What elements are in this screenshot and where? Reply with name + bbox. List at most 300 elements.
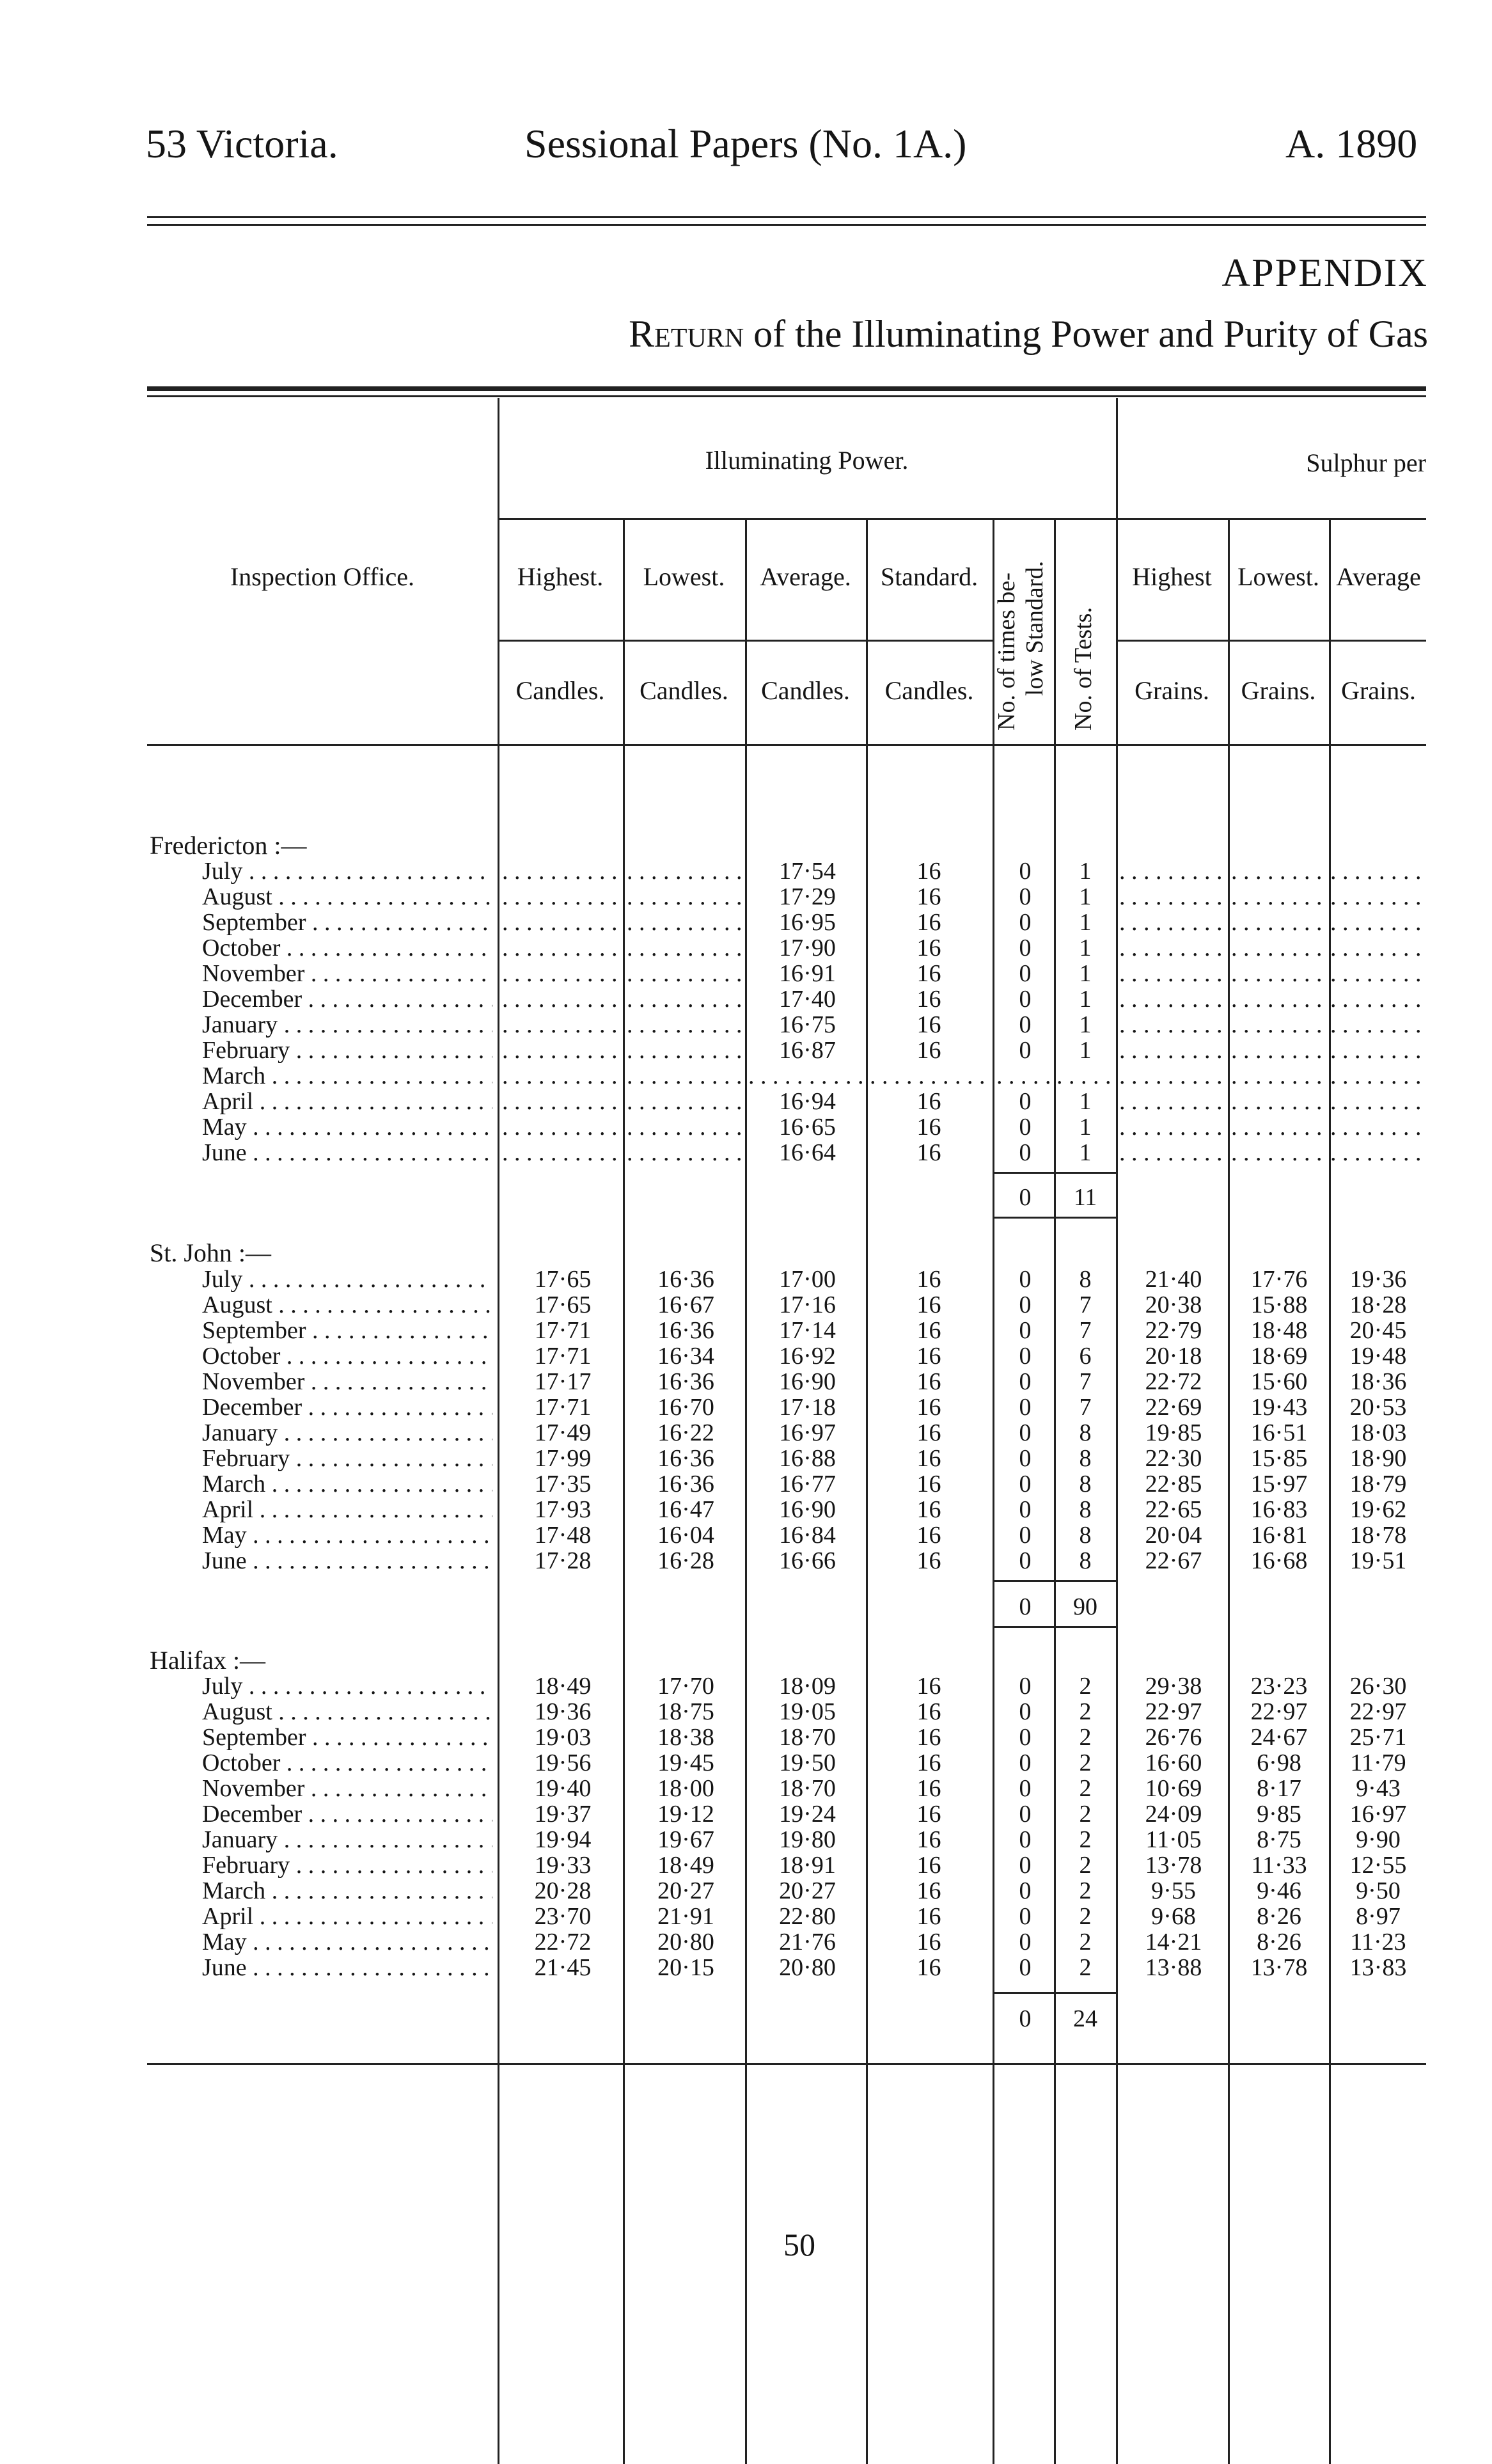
cell-lowest: 16·28 xyxy=(657,1547,714,1574)
header-sulphur: Sulphur per xyxy=(1306,448,1426,477)
leader-dots xyxy=(627,1012,745,1038)
cell-standard: 16 xyxy=(916,1801,941,1828)
unit-candles-average: Candles. xyxy=(761,676,850,705)
cell-highest: 17·17 xyxy=(534,1368,592,1395)
cell-tests: 2 xyxy=(1079,1903,1092,1930)
cell-sulphur-average: 8·97 xyxy=(1356,1903,1401,1930)
cell-lowest: 21·91 xyxy=(657,1903,714,1930)
cell-average: 21·76 xyxy=(779,1929,836,1955)
cell-tests: 7 xyxy=(1079,1291,1092,1318)
header-illuminating-power: Illuminating Power. xyxy=(705,446,909,475)
header-times-below-line2: low Standard. xyxy=(1021,560,1048,696)
cell-sulphur-average: 19·36 xyxy=(1349,1266,1407,1293)
total-times-below: 0 xyxy=(1019,1184,1032,1211)
leader-dots xyxy=(1330,1114,1426,1140)
cell-times-below: 0 xyxy=(1019,883,1032,910)
cell-sulphur-average: 11·23 xyxy=(1350,1929,1406,1955)
total-tests: 24 xyxy=(1073,2005,1097,2032)
cell-average: 19·50 xyxy=(779,1749,836,1776)
cell-highest: 18·49 xyxy=(534,1673,592,1700)
cell-sulphur-lowest: 18·48 xyxy=(1250,1317,1308,1344)
cell-highest: 19·33 xyxy=(534,1852,592,1879)
cell-sulphur-lowest: 24·67 xyxy=(1250,1724,1308,1751)
leader-dots xyxy=(1119,1038,1228,1063)
cell-times-below: 0 xyxy=(1019,1037,1032,1064)
cell-average: 18·09 xyxy=(779,1673,836,1700)
leader-dots xyxy=(1330,1012,1426,1038)
cell-average: 16·97 xyxy=(779,1419,836,1446)
leader-dots xyxy=(1330,935,1426,961)
leader-dots xyxy=(502,1038,624,1063)
cell-lowest: 17·70 xyxy=(657,1673,714,1700)
leader-dots xyxy=(1330,1063,1426,1089)
cell-sulphur-average: 18·78 xyxy=(1349,1522,1407,1549)
cell-average: 18·70 xyxy=(779,1775,836,1802)
leader-dots xyxy=(502,1012,624,1038)
cell-tests: 7 xyxy=(1079,1394,1092,1421)
month-label: May . . . xyxy=(202,1929,492,1955)
leader-dots xyxy=(1119,858,1228,884)
cell-times-below: 0 xyxy=(1019,1139,1032,1166)
cell-times-below: 0 xyxy=(1019,1266,1032,1293)
leader-dots xyxy=(1119,1114,1228,1140)
cell-times-below: 0 xyxy=(1019,1011,1032,1038)
header-lowest: Lowest. xyxy=(643,562,725,591)
leader-dots xyxy=(502,1089,624,1114)
table-row xyxy=(0,1012,1492,1038)
cell-tests: 2 xyxy=(1079,1826,1092,1853)
cell-highest: 19·56 xyxy=(534,1749,592,1776)
cell-highest: 23·70 xyxy=(534,1903,592,1930)
leader-dots xyxy=(1119,1012,1228,1038)
cell-standard: 16 xyxy=(916,1877,941,1904)
month-label: June . . . xyxy=(202,1548,492,1574)
cell-times-below: 0 xyxy=(1019,1445,1032,1472)
cell-standard: 16 xyxy=(916,1698,941,1725)
cell-highest: 17·71 xyxy=(534,1394,592,1421)
cell-average: 16·90 xyxy=(779,1496,836,1523)
leader-dots xyxy=(870,1063,988,1089)
cell-times-below: 0 xyxy=(1019,1724,1032,1751)
cell-lowest: 16·36 xyxy=(657,1471,714,1497)
cell-times-below: 0 xyxy=(1019,1852,1032,1879)
table-row xyxy=(0,1420,1492,1446)
cell-average: 16·87 xyxy=(779,1037,836,1064)
cell-tests: 2 xyxy=(1079,1673,1092,1700)
cell-sulphur-average: 18·36 xyxy=(1349,1368,1407,1395)
cell-standard: 16 xyxy=(916,1368,941,1395)
leader-dots xyxy=(627,1089,745,1114)
cell-tests: 1 xyxy=(1079,909,1092,936)
header-times-below-line1: No. of times be- xyxy=(993,573,1020,731)
cell-average: 17·14 xyxy=(779,1317,836,1344)
cell-tests: 1 xyxy=(1079,935,1092,961)
cell-lowest: 16·67 xyxy=(657,1291,714,1318)
cell-highest: 20·28 xyxy=(534,1877,592,1904)
cell-sulphur-lowest: 18·69 xyxy=(1250,1343,1308,1370)
cell-tests: 1 xyxy=(1079,1037,1092,1064)
cell-average: 19·24 xyxy=(779,1801,836,1828)
cell-tests: 1 xyxy=(1079,858,1092,885)
cell-standard: 16 xyxy=(916,858,941,885)
month-label: June . . . xyxy=(202,1955,492,1980)
cell-average: 22·80 xyxy=(779,1903,836,1930)
cell-highest: 17·48 xyxy=(534,1522,592,1549)
cell-average: 17·00 xyxy=(779,1266,836,1293)
leader-dots xyxy=(627,884,745,910)
cell-times-below: 0 xyxy=(1019,1471,1032,1497)
unit-candles-highest: Candles. xyxy=(515,676,605,705)
cell-tests: 1 xyxy=(1079,883,1092,910)
cell-average: 20·80 xyxy=(779,1954,836,1981)
table-row xyxy=(0,935,1492,961)
cell-times-below: 0 xyxy=(1019,1749,1032,1776)
cell-times-below: 0 xyxy=(1019,1114,1032,1141)
cell-sulphur-average: 9·43 xyxy=(1356,1775,1401,1802)
cell-highest: 21·45 xyxy=(534,1954,592,1981)
cell-sulphur-lowest: 15·88 xyxy=(1250,1291,1308,1318)
header-average: Average. xyxy=(760,562,851,591)
cell-sulphur-lowest: 19·43 xyxy=(1250,1394,1308,1421)
month-label: July . . . xyxy=(202,858,492,884)
table-row xyxy=(0,986,1492,1012)
table-row xyxy=(0,1801,1492,1827)
leader-dots xyxy=(1119,1063,1228,1089)
month-label: April . . . xyxy=(202,1497,492,1522)
leader-dots xyxy=(502,935,624,961)
leader-dots xyxy=(627,858,745,884)
cell-sulphur-highest: 11·05 xyxy=(1145,1826,1202,1853)
cell-lowest: 16·70 xyxy=(657,1394,714,1421)
leader-dots xyxy=(627,961,745,986)
cell-times-below: 0 xyxy=(1019,960,1032,987)
total-rule-st-john xyxy=(993,1580,1116,1582)
table-row xyxy=(0,1904,1492,1929)
cell-times-below: 0 xyxy=(1019,1673,1032,1700)
total-tests: 90 xyxy=(1073,1593,1097,1620)
cell-sulphur-highest: 16·60 xyxy=(1145,1749,1202,1776)
cell-sulphur-average: 25·71 xyxy=(1349,1724,1407,1751)
section-title-halifax: Halifax :— xyxy=(150,1646,266,1675)
cell-times-below: 0 xyxy=(1019,1877,1032,1904)
leader-dots xyxy=(1231,1063,1327,1089)
header-s-lowest: Lowest. xyxy=(1237,562,1319,591)
cell-average: 16·66 xyxy=(779,1547,836,1574)
header-rule-under-groups xyxy=(498,518,1426,520)
unit-grains-average: Grains. xyxy=(1341,676,1416,705)
cell-standard: 16 xyxy=(916,883,941,910)
table-row xyxy=(0,1267,1492,1292)
table-row xyxy=(0,1063,1492,1089)
unit-candles-standard: Candles. xyxy=(884,676,974,705)
cell-times-below: 0 xyxy=(1019,1522,1032,1549)
cell-sulphur-highest: 22·30 xyxy=(1145,1445,1202,1472)
cell-times-below: 0 xyxy=(1019,1419,1032,1446)
leader-dots xyxy=(502,858,624,884)
cell-standard: 16 xyxy=(916,1496,941,1523)
header-s-average: Average xyxy=(1336,562,1421,591)
cell-tests: 2 xyxy=(1079,1877,1092,1904)
cell-tests: 2 xyxy=(1079,1724,1092,1751)
month-label: March . . . xyxy=(202,1878,492,1904)
top-double-rule-1 xyxy=(147,216,1426,218)
cell-tests: 1 xyxy=(1079,1011,1092,1038)
cell-standard: 16 xyxy=(916,1139,941,1166)
cell-average: 16·95 xyxy=(779,909,836,936)
cell-lowest: 19·12 xyxy=(657,1801,714,1828)
cell-standard: 16 xyxy=(916,1826,941,1853)
cell-sulphur-highest: 20·04 xyxy=(1145,1522,1202,1549)
table-row xyxy=(0,1114,1492,1140)
cell-tests: 1 xyxy=(1079,960,1092,987)
cell-standard: 16 xyxy=(916,1954,941,1981)
cell-tests: 7 xyxy=(1079,1317,1092,1344)
cell-highest: 17·99 xyxy=(534,1445,592,1472)
cell-average: 17·18 xyxy=(779,1394,836,1421)
month-label: January . . . xyxy=(202,1827,492,1852)
cell-sulphur-average: 19·62 xyxy=(1349,1496,1407,1523)
leader-dots xyxy=(1119,1140,1228,1165)
cell-lowest: 20·15 xyxy=(657,1954,714,1981)
leader-dots xyxy=(1119,986,1228,1012)
header-rule-left-units xyxy=(498,640,993,642)
cell-average: 18·91 xyxy=(779,1852,836,1879)
table-row xyxy=(0,1852,1492,1878)
cell-average: 17·40 xyxy=(779,986,836,1013)
cell-tests: 7 xyxy=(1079,1368,1092,1395)
month-label: May . . . xyxy=(202,1522,492,1548)
cell-times-below: 0 xyxy=(1019,1698,1032,1725)
cell-sulphur-highest: 9·55 xyxy=(1151,1877,1196,1904)
leader-dots xyxy=(502,961,624,986)
leader-dots xyxy=(1330,1089,1426,1114)
month-label: April . . . xyxy=(202,1904,492,1929)
leader-dots xyxy=(1119,910,1228,935)
cell-sulphur-highest: 29·38 xyxy=(1145,1673,1202,1700)
total-rule-halifax xyxy=(993,1992,1116,1994)
cell-lowest: 16·36 xyxy=(657,1317,714,1344)
table-row xyxy=(0,910,1492,935)
month-label: March . . . xyxy=(202,1063,492,1089)
unit-candles-lowest: Candles. xyxy=(640,676,728,705)
table-row xyxy=(0,1394,1492,1420)
table-row xyxy=(0,1673,1492,1699)
cell-sulphur-average: 9·50 xyxy=(1356,1877,1401,1904)
cell-times-below: 0 xyxy=(1019,1496,1032,1523)
cell-times-below: 0 xyxy=(1019,1088,1032,1115)
cell-times-below: 0 xyxy=(1019,1394,1032,1421)
month-label: October . . . xyxy=(202,935,492,961)
cell-lowest: 16·34 xyxy=(657,1343,714,1370)
total-row-st-john xyxy=(0,1594,1492,1620)
cell-standard: 16 xyxy=(916,1343,941,1370)
cell-tests: 1 xyxy=(1079,1114,1092,1141)
cell-standard: 16 xyxy=(916,986,941,1013)
cell-standard: 16 xyxy=(916,1088,941,1115)
page-number: 50 xyxy=(783,2227,815,2263)
total-times-below: 0 xyxy=(1019,2005,1032,2032)
section-title-st-john: St. John :— xyxy=(150,1238,272,1267)
cell-average: 16·75 xyxy=(779,1011,836,1038)
cell-standard: 16 xyxy=(916,1547,941,1574)
leader-dots xyxy=(996,1063,1054,1089)
table-row xyxy=(0,1929,1492,1955)
month-label: March . . . xyxy=(202,1471,492,1497)
month-label: November . . . xyxy=(202,1369,492,1394)
cell-sulphur-average: 18·79 xyxy=(1349,1471,1407,1497)
running-head-right: A. 1890 xyxy=(1285,121,1418,166)
cell-times-below: 0 xyxy=(1019,858,1032,885)
leader-dots xyxy=(1231,935,1327,961)
cell-sulphur-lowest: 23·23 xyxy=(1250,1673,1308,1700)
month-label: September . . . xyxy=(202,1318,492,1343)
leader-dots xyxy=(1119,961,1228,986)
leader-dots xyxy=(1119,935,1228,961)
header-rule-right-units xyxy=(1116,640,1426,642)
cell-standard: 16 xyxy=(916,935,941,961)
cell-tests: 2 xyxy=(1079,1929,1092,1955)
cell-standard: 16 xyxy=(916,1266,941,1293)
unit-grains-highest: Grains. xyxy=(1135,676,1209,705)
cell-times-below: 0 xyxy=(1019,1826,1032,1853)
leader-dots xyxy=(502,910,624,935)
month-label: February . . . xyxy=(202,1446,492,1471)
leader-dots xyxy=(1231,1012,1327,1038)
cell-lowest: 16·22 xyxy=(657,1419,714,1446)
cell-sulphur-average: 18·90 xyxy=(1349,1445,1407,1472)
month-label: September . . . xyxy=(202,910,492,935)
cell-sulphur-lowest: 13·78 xyxy=(1250,1954,1308,1981)
cell-average: 17·29 xyxy=(779,883,836,910)
cell-tests: 1 xyxy=(1079,1088,1092,1115)
table-row xyxy=(0,884,1492,910)
header-s-highest: Highest xyxy=(1132,562,1212,591)
cell-highest: 17·71 xyxy=(534,1317,592,1344)
month-label: August . . . xyxy=(202,1292,492,1318)
total-times-below: 0 xyxy=(1019,1593,1032,1620)
cell-average: 16·84 xyxy=(779,1522,836,1549)
cell-highest: 17·93 xyxy=(534,1496,592,1523)
cell-sulphur-lowest: 22·97 xyxy=(1250,1698,1308,1725)
appendix-label: APPENDIX xyxy=(1221,251,1428,295)
header-standard: Standard. xyxy=(880,562,978,591)
cell-standard: 16 xyxy=(916,960,941,987)
cell-highest: 17·65 xyxy=(534,1266,592,1293)
leader-dots xyxy=(1330,858,1426,884)
cell-tests: 1 xyxy=(1079,1139,1092,1166)
cell-standard: 16 xyxy=(916,1114,941,1141)
month-label: February . . . xyxy=(202,1038,492,1063)
cell-average: 19·05 xyxy=(779,1698,836,1725)
cell-highest: 19·40 xyxy=(534,1775,592,1802)
cell-sulphur-lowest: 15·97 xyxy=(1250,1471,1308,1497)
cell-lowest: 16·47 xyxy=(657,1496,714,1523)
table-row xyxy=(0,858,1492,884)
cell-standard: 16 xyxy=(916,1291,941,1318)
cell-highest: 19·94 xyxy=(534,1826,592,1853)
header-tests: No. of Tests. xyxy=(1070,607,1097,731)
cell-times-below: 0 xyxy=(1019,1903,1032,1930)
cell-tests: 2 xyxy=(1079,1954,1092,1981)
cell-lowest: 18·00 xyxy=(657,1775,714,1802)
cell-standard: 16 xyxy=(916,1903,941,1930)
leader-dots xyxy=(627,1063,745,1089)
table-row xyxy=(0,1776,1492,1801)
cell-sulphur-highest: 22·69 xyxy=(1145,1394,1202,1421)
leader-dots xyxy=(1231,986,1327,1012)
cell-sulphur-average: 9·90 xyxy=(1356,1826,1401,1853)
cell-times-below: 0 xyxy=(1019,1929,1032,1955)
table-row xyxy=(0,1955,1492,1980)
cell-tests: 8 xyxy=(1079,1445,1092,1472)
total-rule-bottom-fredericton xyxy=(993,1217,1116,1219)
cell-tests: 8 xyxy=(1079,1496,1092,1523)
cell-sulphur-highest: 22·67 xyxy=(1145,1547,1202,1574)
unit-grains-lowest: Grains. xyxy=(1241,676,1316,705)
table-row xyxy=(0,1750,1492,1776)
cell-tests: 8 xyxy=(1079,1522,1092,1549)
cell-average: 19·80 xyxy=(779,1826,836,1853)
cell-average: 16·90 xyxy=(779,1368,836,1395)
cell-lowest: 18·75 xyxy=(657,1698,714,1725)
cell-average: 16·65 xyxy=(779,1114,836,1141)
cell-lowest: 16·36 xyxy=(657,1368,714,1395)
cell-sulphur-lowest: 16·83 xyxy=(1250,1496,1308,1523)
cell-standard: 16 xyxy=(916,909,941,936)
cell-sulphur-highest: 22·97 xyxy=(1145,1698,1202,1725)
month-label: January . . . xyxy=(202,1420,492,1446)
cell-tests: 2 xyxy=(1079,1852,1092,1879)
total-tests: 11 xyxy=(1073,1184,1097,1211)
cell-tests: 8 xyxy=(1079,1266,1092,1293)
cell-standard: 16 xyxy=(916,1929,941,1955)
cell-lowest: 18·49 xyxy=(657,1852,714,1879)
cell-sulphur-lowest: 15·60 xyxy=(1250,1368,1308,1395)
cell-tests: 8 xyxy=(1079,1471,1092,1497)
leader-dots xyxy=(1119,1089,1228,1114)
header-highest: Highest. xyxy=(517,562,604,591)
cell-standard: 16 xyxy=(916,1852,941,1879)
month-label: July . . . xyxy=(202,1267,492,1292)
cell-highest: 17·28 xyxy=(534,1547,592,1574)
cell-average: 16·92 xyxy=(779,1343,836,1370)
cell-highest: 17·71 xyxy=(534,1343,592,1370)
cell-sulphur-average: 11·79 xyxy=(1350,1749,1406,1776)
cell-highest: 22·72 xyxy=(534,1929,592,1955)
leader-dots xyxy=(1231,1140,1327,1165)
month-label: January . . . xyxy=(202,1012,492,1038)
cell-sulphur-average: 18·03 xyxy=(1349,1419,1407,1446)
cell-tests: 6 xyxy=(1079,1343,1092,1370)
cell-sulphur-highest: 13·88 xyxy=(1145,1954,1202,1981)
cell-times-below: 0 xyxy=(1019,909,1032,936)
table-top-rule-thick xyxy=(147,386,1426,391)
cell-times-below: 0 xyxy=(1019,1954,1032,1981)
cell-standard: 16 xyxy=(916,1673,941,1700)
cell-times-below: 0 xyxy=(1019,1368,1032,1395)
cell-lowest: 20·80 xyxy=(657,1929,714,1955)
cell-tests: 8 xyxy=(1079,1547,1092,1574)
cell-sulphur-highest: 24·09 xyxy=(1145,1801,1202,1828)
cell-sulphur-lowest: 16·81 xyxy=(1250,1522,1308,1549)
table-row xyxy=(0,1140,1492,1165)
table-top-rule-thin xyxy=(147,395,1426,397)
cell-sulphur-lowest: 8·26 xyxy=(1257,1929,1301,1955)
cell-times-below: 0 xyxy=(1019,935,1032,961)
cell-sulphur-lowest: 8·75 xyxy=(1257,1826,1301,1853)
cell-tests: 2 xyxy=(1079,1749,1092,1776)
cell-standard: 16 xyxy=(916,1775,941,1802)
